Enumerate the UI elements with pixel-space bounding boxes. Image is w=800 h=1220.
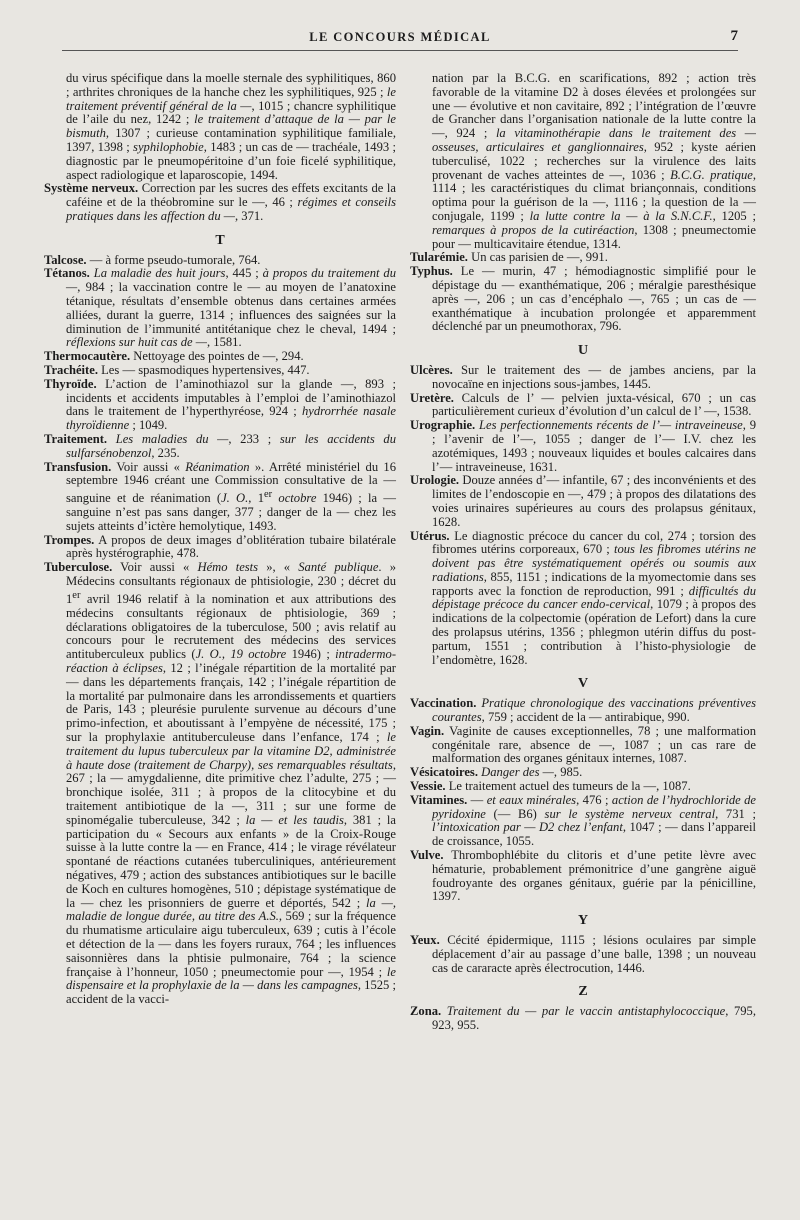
section-letter: V xyxy=(577,676,589,692)
index-term: Tuberculose. xyxy=(44,560,113,575)
index-references: Pratique chronologique des vaccinations préventives courantes, 759 ; accident de la — antirabique, 990. xyxy=(432,696,756,725)
index-references: Le diagnostic précoce du cancer du col, 274 ; torsion des fibromes utérins corporeaux, 670 ; tous les fibromes utérins ne doivent pas être systématiquement opérés ou soumis aux radiations, 855, 1151 ; indications de la myomectomie dans ses rapports avec la fonction de reproduction, 991 ; difficultés du dépistage précoce du cancer endo-cervical, 1079 ; à propos des indications de la colpectomie (opération de Lefort) dans la cure des prolapsus utérins, 1356 ; phlegmon utérin diffus du post-partum, 1551 ; contribution à l’histo-physiologie de l’endomètre, 1628. xyxy=(432,528,756,667)
index-entry xyxy=(410,265,756,334)
index-term: Ulcères. xyxy=(410,362,453,377)
index-references: Voir aussi « Hémo tests », « Santé publique. » Médecins consultants régionaux de phtisiologie, 230 ; décret du 1er avril 1946 relatif à la nomination et aux attributions des médecins consultants régionaux de phtisiologie, 369 ; déclarations obligatoires de la tuberculose, 500 ; avis relatif au concours pour le recrutement des médecins des services antituberculeux publics (J. O., 19 octobre 1946) ; intradermo-réaction à éclipses, 12 ; l’inégale répartition de la mortalité par — dans les départements français, 142 ; l’inégale répartition de la mortalité par pulmonaire dans les arrondissements et quartiers de Paris, 143 ; pleurésie purulente survenue au décours d’une primo-infection, et aboutissant à l’empyène de nécessité, 175 ; sur la prophylaxie antituberculeuse dans l’enfance, 174 ; le traitement du lupus tuberculeux par la vitamine D2, administrée à haute dose (traitement de Charpy), ses remarquables résultats, 267 ; la — amygdalienne, dite primitive chez l’adulte, 275 ; — bronchique isolée, 311 ; à propos de la clitocybine et du traitement antibiotique de la —, 311 ; sur une forme de spinomégalie tuberculeuse, 342 ; la — et les taudis, 381 ; la participation du « Secours aux enfants » de la Croix-Rouge suisse à la lutte contre la — en France, 414 ; le virage révélateur spontané de réactions cutanées tuberculiniques, antérieurement négatives, 479 ; action des substances antibiotiques sur le bacille de Koch en cultures homogènes, 510 ; dépistage systématique de la — chez les prisonniers de guerre et déportés, 542 ; la —, maladie de longue durée, au titre des A.S., 569 ; sur la fréquence du rhumatisme articulaire aigu tuberculeux, 639 ; cutis à l’école et détection de la — dans les foyers ruraux, 764 ; les influences saisonnières dans la phtisie pulmonaire, 764 ; la science française à l’honneur, 1050 ; pneumectomie pour —, 1954 ; le dispensaire et la prophylaxie de la — dans les campagnes, 1525 ; accident de la vacci- xyxy=(66,560,397,1007)
index-term: Urologie. xyxy=(410,473,460,488)
index-term: Vagin. xyxy=(410,723,445,738)
index-term: Vaccination. xyxy=(410,696,477,711)
index-term: Utérus. xyxy=(410,528,450,543)
index-entry xyxy=(44,182,396,223)
index-entry xyxy=(44,254,396,268)
index-references: Voir aussi « Réanimation ». Arrêté ministériel du 16 septembre 1946 créant une Commission consultative de la — sanguine et de réanimation (J. O., 1er octobre 1946) ; la — sanguine n’est pas sans danger, 377 ; danger de la — chez les sujets atteints d’ictère hemolytique, 1493. xyxy=(66,459,397,533)
index-entry-continued: nation par la B.C.G. en scarifications, 892 ; action très favorable de la vitamine D2 à doses élevées et prolongées sur une — évolutive et non cavitaire, 892 ; l’intégration de l’œuvre de Grancher dans l’organisation nationale de la lutte contre la —, 924 ; la vitaminothérapie dans le traitement des — osseuses, articulaires et ganglionnaires, 952 ; kyste aérien tuberculisé, 1022 ; recherches sur la virulence des laits provenant de vaches atteintes de —, 1036 ; B.C.G. pratique, 1114 ; les caractéristiques du climat briançonnais, conditions optima pour la guérison de la —, 1116 ; la question de la — conjugale, 1199 ; la lutte contre la — à la S.N.C.F., 1205 ; remarques à propos de la cutiréaction, 1308 ; pneumectomie pour — multicavitaire étendue, 1314. xyxy=(432,71,757,251)
index-references: Correction par les sucres des effets excitants de la caféine et de la théobromine sur le —, 46 ; régimes et conseils pratiques dans les affection du —, 371. xyxy=(66,181,397,223)
index-references: Cécité épidermique, 1115 ; lésions oculaires par simple déplacement d’air au passage d’une balle, 1398 ; un nouveau cas de cararacte après électrocution, 1446. xyxy=(432,933,756,975)
index-entry xyxy=(44,433,396,461)
index-entry xyxy=(410,794,756,849)
index-entry xyxy=(44,461,396,534)
index-term: Tétanos. xyxy=(44,266,90,281)
index-references: Les perfectionnements récents de l’— intraveineuse, 9 ; l’avenir de l’—, 1055 ; danger de l’— I.V. chez les azotémiques, 1493 ; nouveaux liquides et boules calcaires dans l’— intraveineuse, 1631. xyxy=(432,418,757,474)
index-entry xyxy=(410,474,756,529)
index-term: Vésicatoires. xyxy=(410,765,478,780)
index-term: Transfusion. xyxy=(44,459,112,474)
index-term: Typhus. xyxy=(410,264,453,279)
page-header xyxy=(62,28,738,51)
index-entry xyxy=(44,561,396,1007)
section-letter: Z xyxy=(578,984,588,1000)
index-references: Vaginite de causes exceptionnelles, 78 ; une malformation congénitale rare, absence de —, 1087 ; un cas rare de malformation des organes génitaux internes, 1087. xyxy=(432,723,756,766)
index-entry xyxy=(410,766,756,780)
index-references: Douze années d’— infantile, 67 ; des inconvénients et des limites de l’endoscopie en —, 479 ; à propos des dilatations des voies urinaires supérieures au cours des prolapsus génitaux, 1628. xyxy=(432,473,756,529)
index-entry xyxy=(44,378,396,433)
index-term: Thyroïde. xyxy=(44,376,97,391)
section-letter: T xyxy=(215,232,225,248)
index-entry xyxy=(410,364,756,392)
index-term: Zona. xyxy=(410,1004,442,1019)
index-term: Urographie. xyxy=(410,418,476,433)
index-term: Tularémie. xyxy=(410,250,468,265)
index-references: Le — murin, 47 ; hémodiagnostic simplifié pour le dépistage du — exanthématique, 206 ; méralgie paresthésique après —, 206 ; un cas d’encéphalo —, 765 ; un cas de — exanthématique à incubation prolongée et apparemment déclenché par un pneumothorax, 796. xyxy=(432,264,756,334)
index-entry xyxy=(410,934,756,975)
index-references: — à forme pseudo-tumorale, 764. xyxy=(86,252,261,267)
index-term: Traitement. xyxy=(44,431,108,446)
index-references: Le traitement actuel des tumeurs de la —, 1087. xyxy=(445,779,691,794)
index-references: Calculs de l’ — pelvien juxta-vésical, 670 ; un cas particulièrement curieux d’évolution d’un calcul de l’ —, 1538. xyxy=(432,390,756,419)
index-term: Talcose. xyxy=(44,252,87,267)
index-entry xyxy=(410,251,756,265)
index-entry xyxy=(44,364,396,378)
index-term: Vitamines. xyxy=(410,792,468,807)
index-references: Un cas parisien de —, 991. xyxy=(467,250,608,265)
index-references: A propos de deux images d’oblitération tubaire bilatérale après hystérographie, 478. xyxy=(66,532,396,561)
index-references: La maladie des huit jours, 445 ; à propos du traitement du —, 984 ; la vaccination contre le — au moyen de l’anatoxine tétanique, résultats d’ensemble obtenus dans certaines armées alliées, durant la guerre, 1314 ; influences des saignées sur la diminution de l’immunité antitétanique chez le cheval, 1494 ; réflexions sur huit cas de —, 1581. xyxy=(66,266,397,350)
page-number: 7 xyxy=(730,28,738,44)
index-term: Système nerveux. xyxy=(44,181,139,196)
section-letter: U xyxy=(577,343,589,359)
index-entry xyxy=(410,392,756,420)
index-references: Traitement du — par le vaccin antistaphylococcique, 795, 923, 955. xyxy=(432,1004,756,1032)
index-references: L’action de l’aminothiazol sur la glande —, 893 ; incidents et accidents imputables à l’emploi de l’aminothiazol dans le traitement de l’hyperthyréose, 924 ; hydrorrhée nasale thyroïdienne ; 1049. xyxy=(66,376,396,433)
index-term: Yeux. xyxy=(410,933,440,948)
index-term: Uretère. xyxy=(410,390,454,405)
index-entry xyxy=(410,697,756,725)
index-entry xyxy=(410,530,756,668)
index-entry xyxy=(410,725,756,766)
index-entry xyxy=(410,849,756,904)
index-term: Trachéite. xyxy=(44,362,98,377)
index-entry xyxy=(44,350,396,364)
index-references: Nettoyage des pointes de —, 294. xyxy=(130,349,304,364)
index-entry-continued: du virus spécifique dans la moelle sternale des syphilitiques, 860 ; arthrites chroniques de la hanche chez les syphilitiques, 925 ; le traitement préventif général de la —, 1015 ; chancre syphilitique de l’aile du nez, 1242 ; le traitement d’attaque de la — par le bismuth, 1307 ; curieuse contamination syphilitique familiale, 1397, 1398 ; syphilophobie, 1483 ; un cas de — trachéale, 1493 ; diagnostic par le pneumopéritoine d’un foie ficelé syphilitique, aspect radiologique et laparoscopie, 1494. xyxy=(66,71,397,182)
left-column xyxy=(44,72,396,1007)
index-term: Vessie. xyxy=(410,779,446,794)
index-entry xyxy=(410,780,756,794)
index-entry xyxy=(410,1005,756,1033)
index-references: — et eaux minérales, 476 ; action de l’hydrochloride de pyridoxine (— B6) sur le système nerveux central, 731 ; l’intoxication par — D2 chez l’enfant, 1047 ; — dans l’appareil de croissance, 1055. xyxy=(432,792,757,849)
index-references: Les — spasmodiques hypertensives, 447. xyxy=(97,362,310,377)
right-column xyxy=(410,72,756,1033)
index-term: Vulve. xyxy=(410,848,444,863)
index-entry xyxy=(44,267,396,350)
index-entry xyxy=(410,419,756,474)
index-references: Sur le traitement des — de jambes anciens, par la novocaïne en injections sous-jambes, 1445. xyxy=(432,362,756,391)
section-letter: Y xyxy=(577,913,589,929)
index-term: Trompes. xyxy=(44,532,95,547)
index-entry xyxy=(44,534,396,562)
index-references: Les maladies du —, 233 ; sur les accidents du sulfarsénobenzol, 235. xyxy=(66,431,396,460)
index-term: Thermocautère. xyxy=(44,349,131,364)
index-references: Thrombophlébite du clitoris et d’une petite lèvre avec hématurie, probablement prémonitrice d’une gangrène aiguë foudroyante des organes génitaux, guérie par la pénicilline, 1397. xyxy=(432,848,756,904)
index-references: Danger des —, 985. xyxy=(481,765,583,780)
running-title: LE CONCOURS MÉDICAL xyxy=(309,30,491,44)
